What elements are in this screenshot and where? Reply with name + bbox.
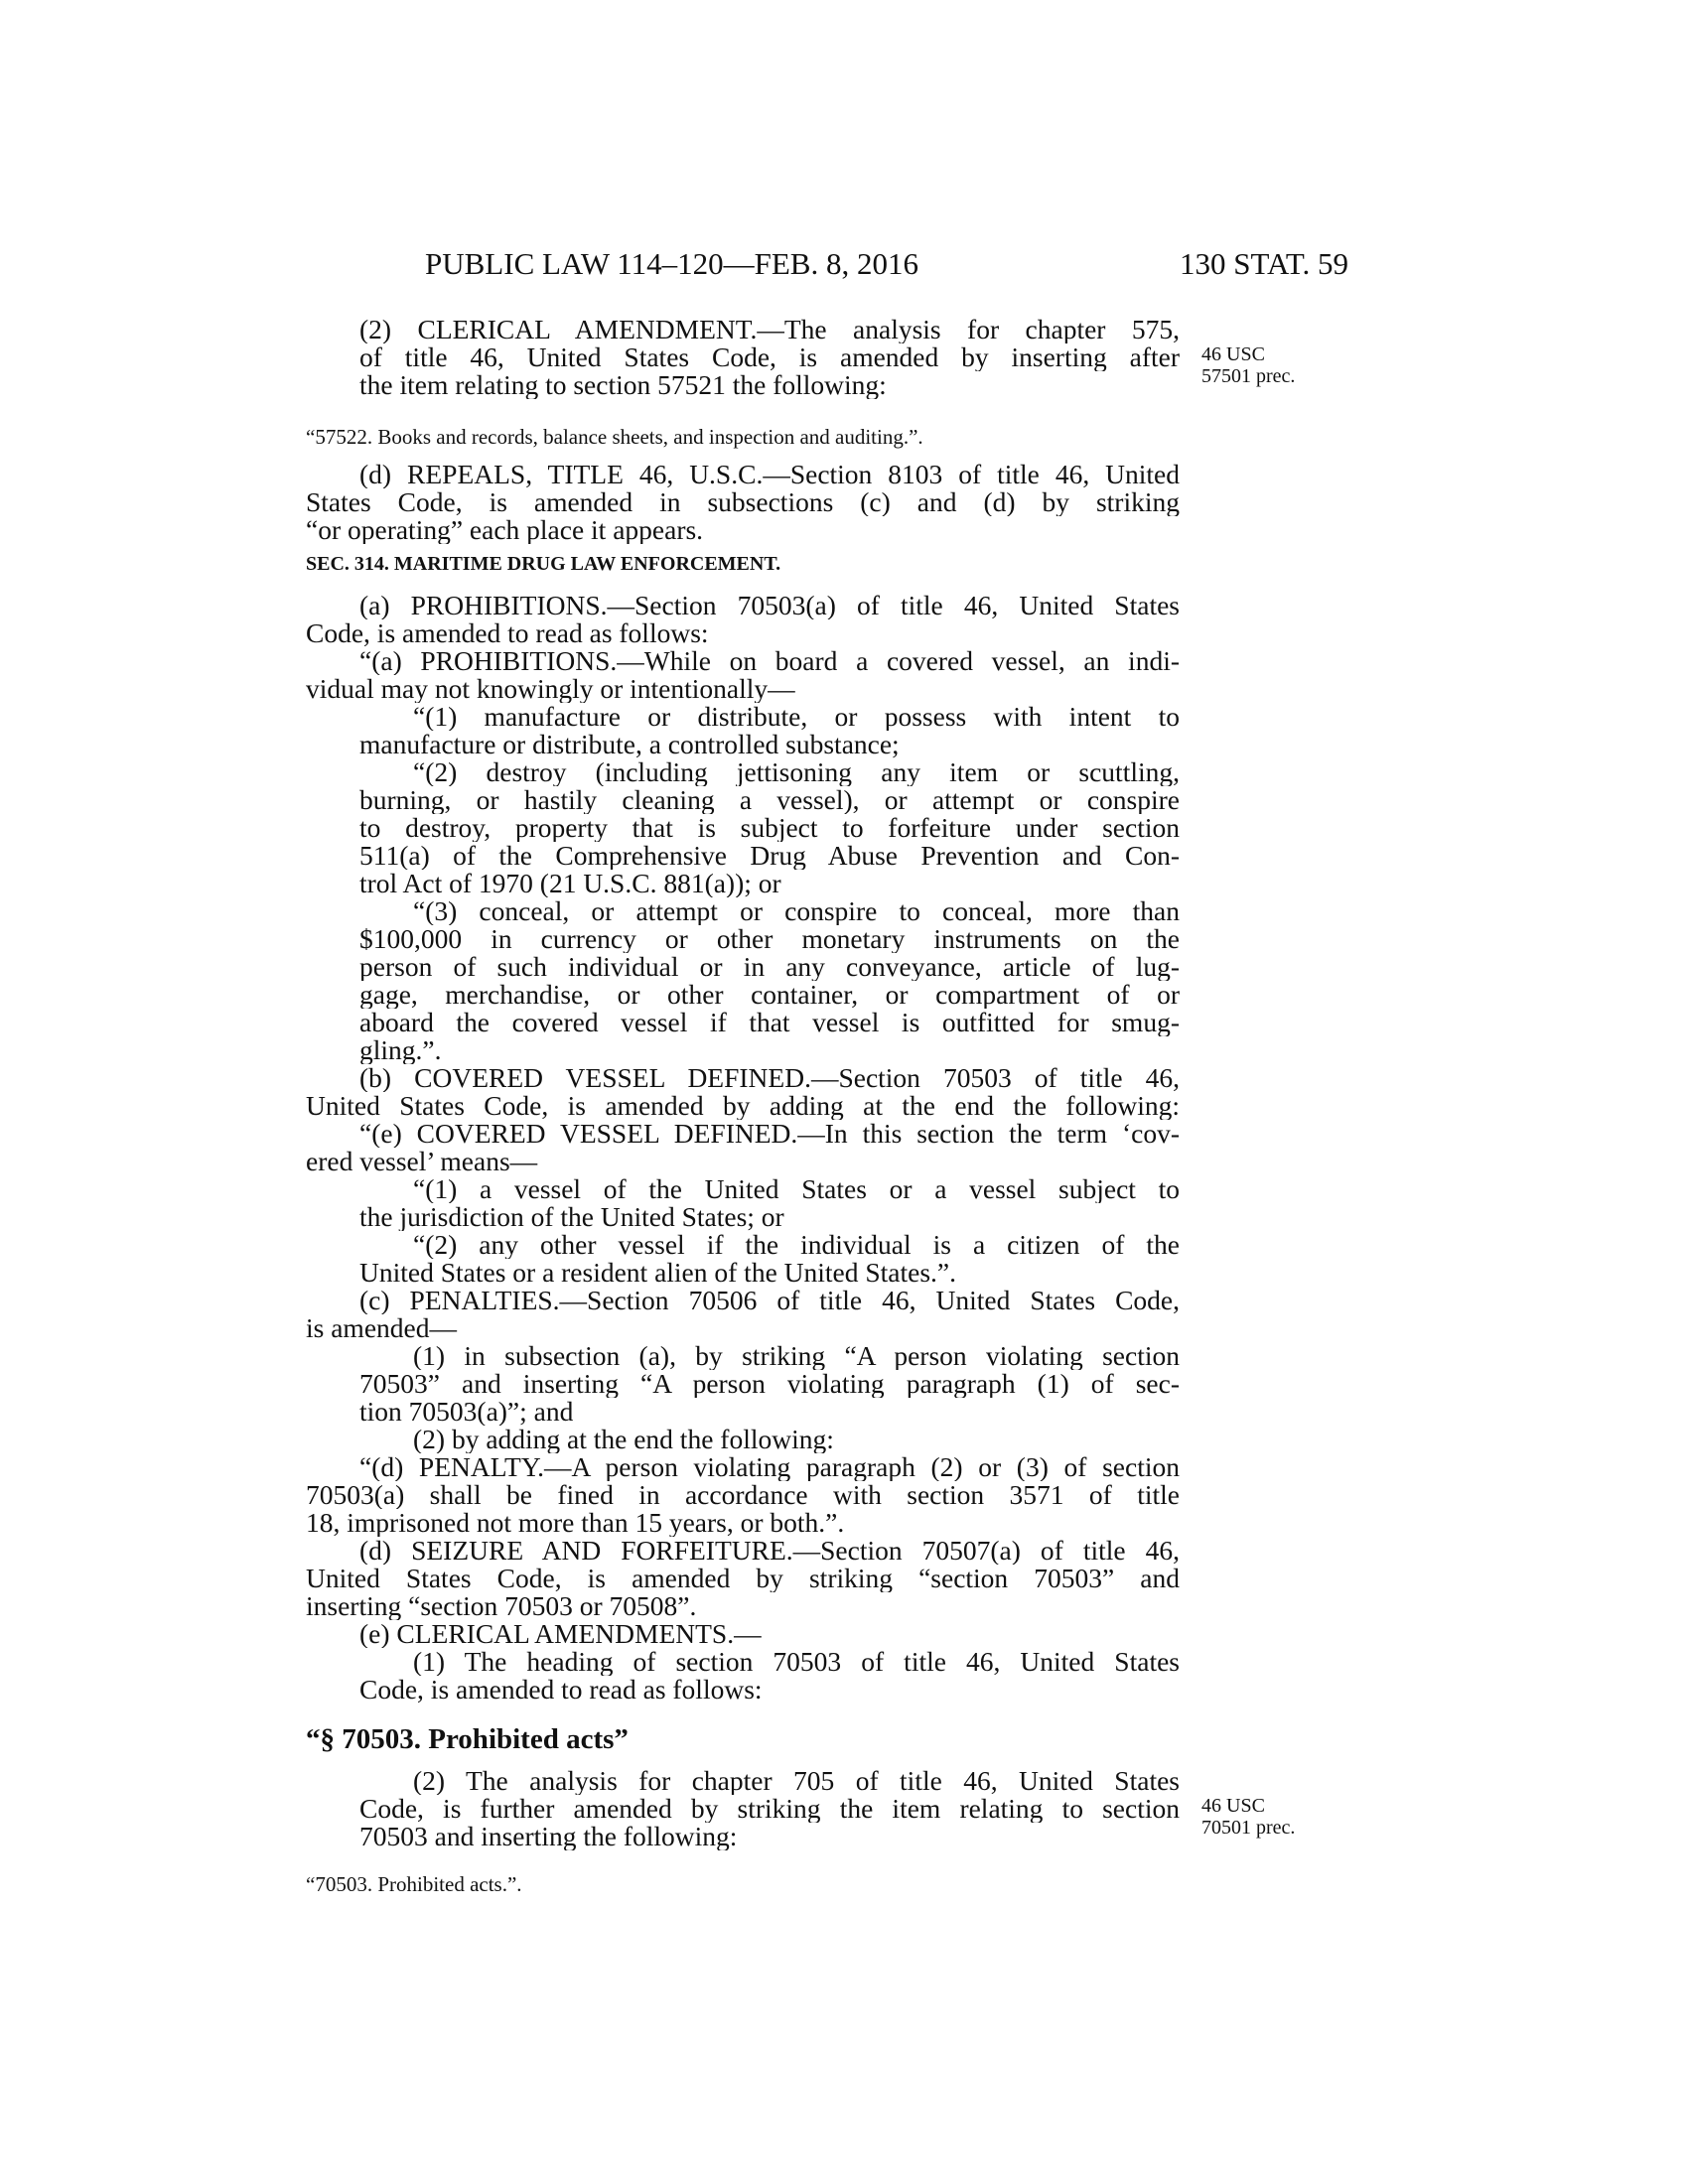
text-line: gling.”. xyxy=(359,1036,442,1064)
text-line: United States Code, is amended by adding at the end the following: xyxy=(306,1092,1180,1120)
text-line: “(2) destroy (including jettisoning any item or scuttling, xyxy=(413,758,1180,786)
paragraph-prohibitions-amend xyxy=(306,592,1180,647)
paragraph-covered-vessel-amend xyxy=(306,1064,1180,1120)
text-line: Code, is amended to read as follows: xyxy=(359,1676,763,1704)
text-line: manufacture or distribute, a controlled substance; xyxy=(359,731,900,758)
paragraph-clerical-amendments xyxy=(306,1620,1180,1648)
quoted-item-57522: “57522. Books and records, balance sheets, and inspection and auditing.”. xyxy=(306,425,923,449)
text-line: 70503(a) shall be fined in accordance with section 3571 of title xyxy=(306,1481,1180,1509)
paragraph-clerical-amendment xyxy=(306,316,1180,399)
text-line: (2) The analysis for chapter 705 of title 46, United States xyxy=(413,1767,1180,1795)
margin-note-line: 46 USC xyxy=(1201,343,1265,365)
text-line: (1) in subsection (a), by striking “A person violating section xyxy=(413,1342,1180,1370)
text-line: the jurisdiction of the United States; or xyxy=(359,1203,784,1231)
text-line: 70503” and inserting “A person violating paragraph (1) of sec- xyxy=(359,1370,1180,1398)
text-line: gage, merchandise, or other container, or compartment of or xyxy=(359,981,1180,1009)
margin-note-line: 57501 prec. xyxy=(1201,365,1296,387)
text-line: States Code, is amended in subsections (c) and (d) by striking xyxy=(306,488,1180,516)
paragraph-penalties-item-2 xyxy=(306,1426,1180,1453)
text-line: (c) PENALTIES.—Section 70506 of title 46, United States Code, xyxy=(359,1287,1180,1314)
text-line: tion 70503(a)”; and xyxy=(359,1398,574,1426)
quoted-item-70503: “70503. Prohibited acts.”. xyxy=(306,1872,522,1896)
text-line: of title 46, United States Code, is amended by inserting after xyxy=(359,343,1180,371)
text-line: the item relating to section 57521 the following: xyxy=(359,371,887,399)
text-line: to destroy, property that is subject to forfeiture under section xyxy=(359,814,1180,842)
paragraph-penalties-item-1 xyxy=(306,1342,1180,1426)
text-line: “(3) conceal, or attempt or conspire to conceal, more than xyxy=(413,897,1180,925)
text-line: Code, is further amended by striking the item relating to section xyxy=(359,1795,1180,1823)
text-line: trol Act of 1970 (21 U.S.C. 881(a)); or xyxy=(359,870,781,897)
margin-note-2 xyxy=(1201,1795,1295,1839)
text-line: (d) REPEALS, TITLE 46, U.S.C.—Section 8103 of title 46, United xyxy=(359,461,1180,488)
text-line: “or operating” each place it appears. xyxy=(306,516,704,544)
paragraph-repeals xyxy=(306,461,1180,544)
text-line: (a) PROHIBITIONS.—Section 70503(a) of title 46, United States xyxy=(359,592,1180,619)
section-heading: SEC. 314. MARITIME DRUG LAW ENFORCEMENT. xyxy=(306,553,781,575)
text-line: $100,000 in currency or other monetary instruments on the xyxy=(359,925,1180,953)
paragraph-covered-vessel-text xyxy=(306,1120,1180,1175)
text-line: 511(a) of the Comprehensive Drug Abuse Prevention and Con- xyxy=(359,842,1180,870)
paragraph-item-3 xyxy=(306,897,1180,1064)
text-line: burning, or hastily cleaning a vessel), or attempt or conspire xyxy=(359,786,1180,814)
paragraph-penalty-text xyxy=(306,1453,1180,1537)
text-line: United States Code, is amended by striking “section 70503” and xyxy=(306,1565,1180,1592)
paragraph-item-1 xyxy=(306,703,1180,758)
text-line: “(2) any other vessel if the individual is a citizen of the xyxy=(413,1231,1180,1259)
text-line: ered vessel’ means— xyxy=(306,1148,538,1175)
running-header-page-number: 130 STAT. 59 xyxy=(1180,246,1349,281)
text-line: is amended— xyxy=(306,1314,457,1342)
running-header-title: PUBLIC LAW 114–120—FEB. 8, 2016 xyxy=(425,246,918,281)
text-line: vidual may not knowingly or intentionally— xyxy=(306,675,795,703)
paragraph-vessel-item-1 xyxy=(306,1175,1180,1231)
text-line: 70503 and inserting the following: xyxy=(359,1823,738,1850)
text-line: United States or a resident alien of the United States.”. xyxy=(359,1259,957,1287)
paragraph-vessel-item-2 xyxy=(306,1231,1180,1287)
text-line: “(a) PROHIBITIONS.—While on board a covered vessel, an indi- xyxy=(359,647,1180,675)
margin-note-1 xyxy=(1201,343,1295,387)
paragraph-prohibitions-text xyxy=(306,647,1180,703)
text-line: Code, is amended to read as follows: xyxy=(306,619,709,647)
paragraph-analysis-amend xyxy=(306,1767,1180,1850)
text-line: (e) CLERICAL AMENDMENTS.— xyxy=(359,1620,762,1648)
text-line: “(1) manufacture or distribute, or possess with intent to xyxy=(413,703,1180,731)
margin-note-line: 46 USC xyxy=(1201,1795,1265,1817)
text-line: inserting “section 70503 or 70508”. xyxy=(306,1592,697,1620)
text-line: 18, imprisoned not more than 15 years, or both.”. xyxy=(306,1509,845,1537)
paragraph-penalties-amend xyxy=(306,1287,1180,1342)
text-line: “(1) a vessel of the United States or a vessel subject to xyxy=(413,1175,1180,1203)
text-line: “(e) COVERED VESSEL DEFINED.—In this section the term ‘cov- xyxy=(359,1120,1180,1148)
text-line: (1) The heading of section 70503 of title 46, United States xyxy=(413,1648,1180,1676)
section-70503-heading: “§ 70503. Prohibited acts” xyxy=(306,1723,629,1755)
paragraph-item-2 xyxy=(306,758,1180,897)
text-line: (b) COVERED VESSEL DEFINED.—Section 70503 of title 46, xyxy=(359,1064,1180,1092)
paragraph-seizure-forfeiture xyxy=(306,1537,1180,1620)
text-line: “(d) PENALTY.—A person violating paragraph (2) or (3) of section xyxy=(359,1453,1180,1481)
text-line: (d) SEIZURE AND FORFEITURE.—Section 70507(a) of title 46, xyxy=(359,1537,1180,1565)
margin-note-line: 70501 prec. xyxy=(1201,1817,1296,1839)
text-line: aboard the covered vessel if that vessel is outfitted for smug- xyxy=(359,1009,1180,1036)
text-line: (2) CLERICAL AMENDMENT.—The analysis for chapter 575, xyxy=(359,316,1180,343)
paragraph-heading-amend xyxy=(306,1648,1180,1704)
text-line: person of such individual or in any conveyance, article of lug- xyxy=(359,953,1180,981)
text-line: (2) by adding at the end the following: xyxy=(413,1426,834,1453)
